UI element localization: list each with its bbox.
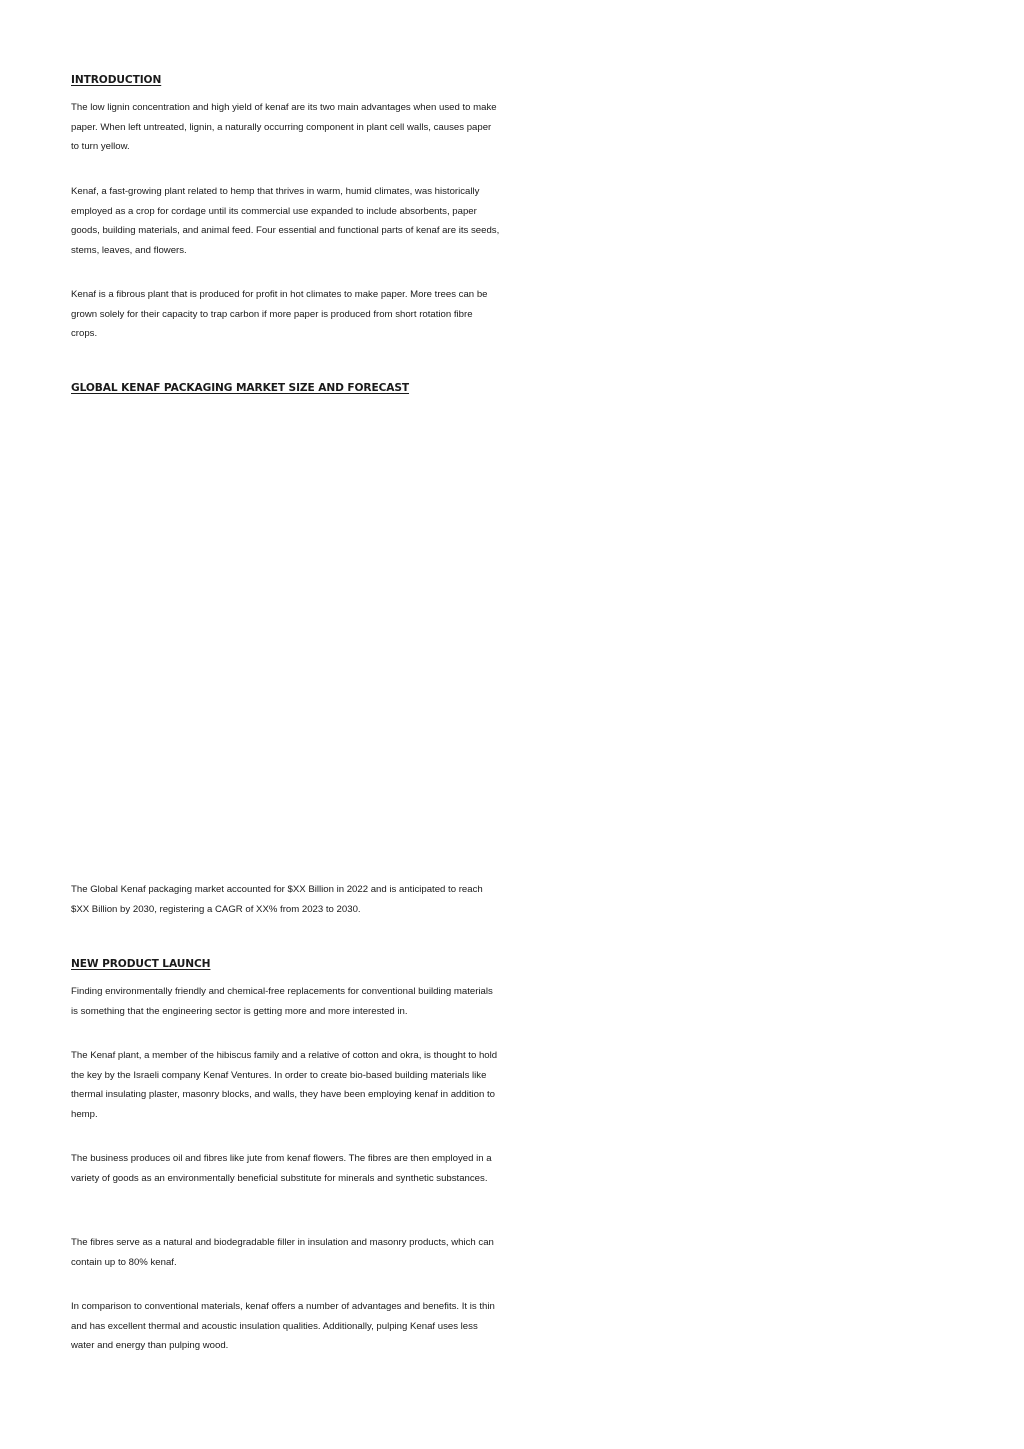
market-paragraph-1: The Global Kenaf packaging market accounted for $XX Billion in 2022 and is anticipated to reach $XX Billion by 2030, registering a CAGR of XX% from 2023 to 2030. [71, 884, 483, 915]
intro-paragraph-2: Kenaf, a fast-growing plant related to hemp that thrives in warm, humid climates, was historically employed as a crop for cordage until its commercial use expanded to include absorbents, paper goods, building materials, and animal feed. Four essential and functional parts of kenaf are its seeds, stems, leaves, and flowers. [71, 186, 500, 256]
section-heading-market-size: GLOBAL KENAF PACKAGING MARKET SIZE AND FORECAST [71, 382, 410, 394]
intro-paragraph-3: Kenaf is a fibrous plant that is produced for profit in hot climates to make paper. More trees can be grown solely for their capacity to trap carbon if more paper is produced from short rotation fibre crops. [71, 289, 488, 339]
launch-paragraph-2: The Kenaf plant, a member of the hibiscus family and a relative of cotton and okra, is thought to hold the key by the Israeli company Kenaf Ventures. In order to create bio-based building materials like thermal insulating plaster, masonry blocks, and walls, they have been employing kenaf in addition to hemp. [71, 1050, 498, 1120]
launch-paragraph-5: In comparison to conventional materials, kenaf offers a number of advantages and benefits. It is thin and has excellent thermal and acoustic insulation qualities. Additionally, pulping Kenaf uses less water and energy than pulping wood. [71, 1301, 495, 1351]
blank-figure-area [71, 404, 501, 874]
section-heading-new-product-launch: NEW PRODUCT LAUNCH [71, 958, 211, 970]
launch-paragraph-3: The business produces oil and fibres like jute from kenaf flowers. The fibres are then employed in a variety of goods as an environmentally beneficial substitute for minerals and synthetic substances. [71, 1153, 492, 1184]
section-heading-introduction: INTRODUCTION [71, 74, 162, 86]
launch-paragraph-1: Finding environmentally friendly and chemical-free replacements for conventional building materials is something that the engineering sector is getting more and more interested in. [71, 986, 493, 1017]
intro-paragraph-1: The low lignin concentration and high yield of kenaf are its two main advantages when used to make paper. When left untreated, lignin, a naturally occurring component in plant cell walls, causes paper to turn yellow. [71, 102, 497, 152]
launch-paragraph-4: The fibres serve as a natural and biodegradable filler in insulation and masonry products, which can contain up to 80% kenaf. [71, 1237, 494, 1268]
